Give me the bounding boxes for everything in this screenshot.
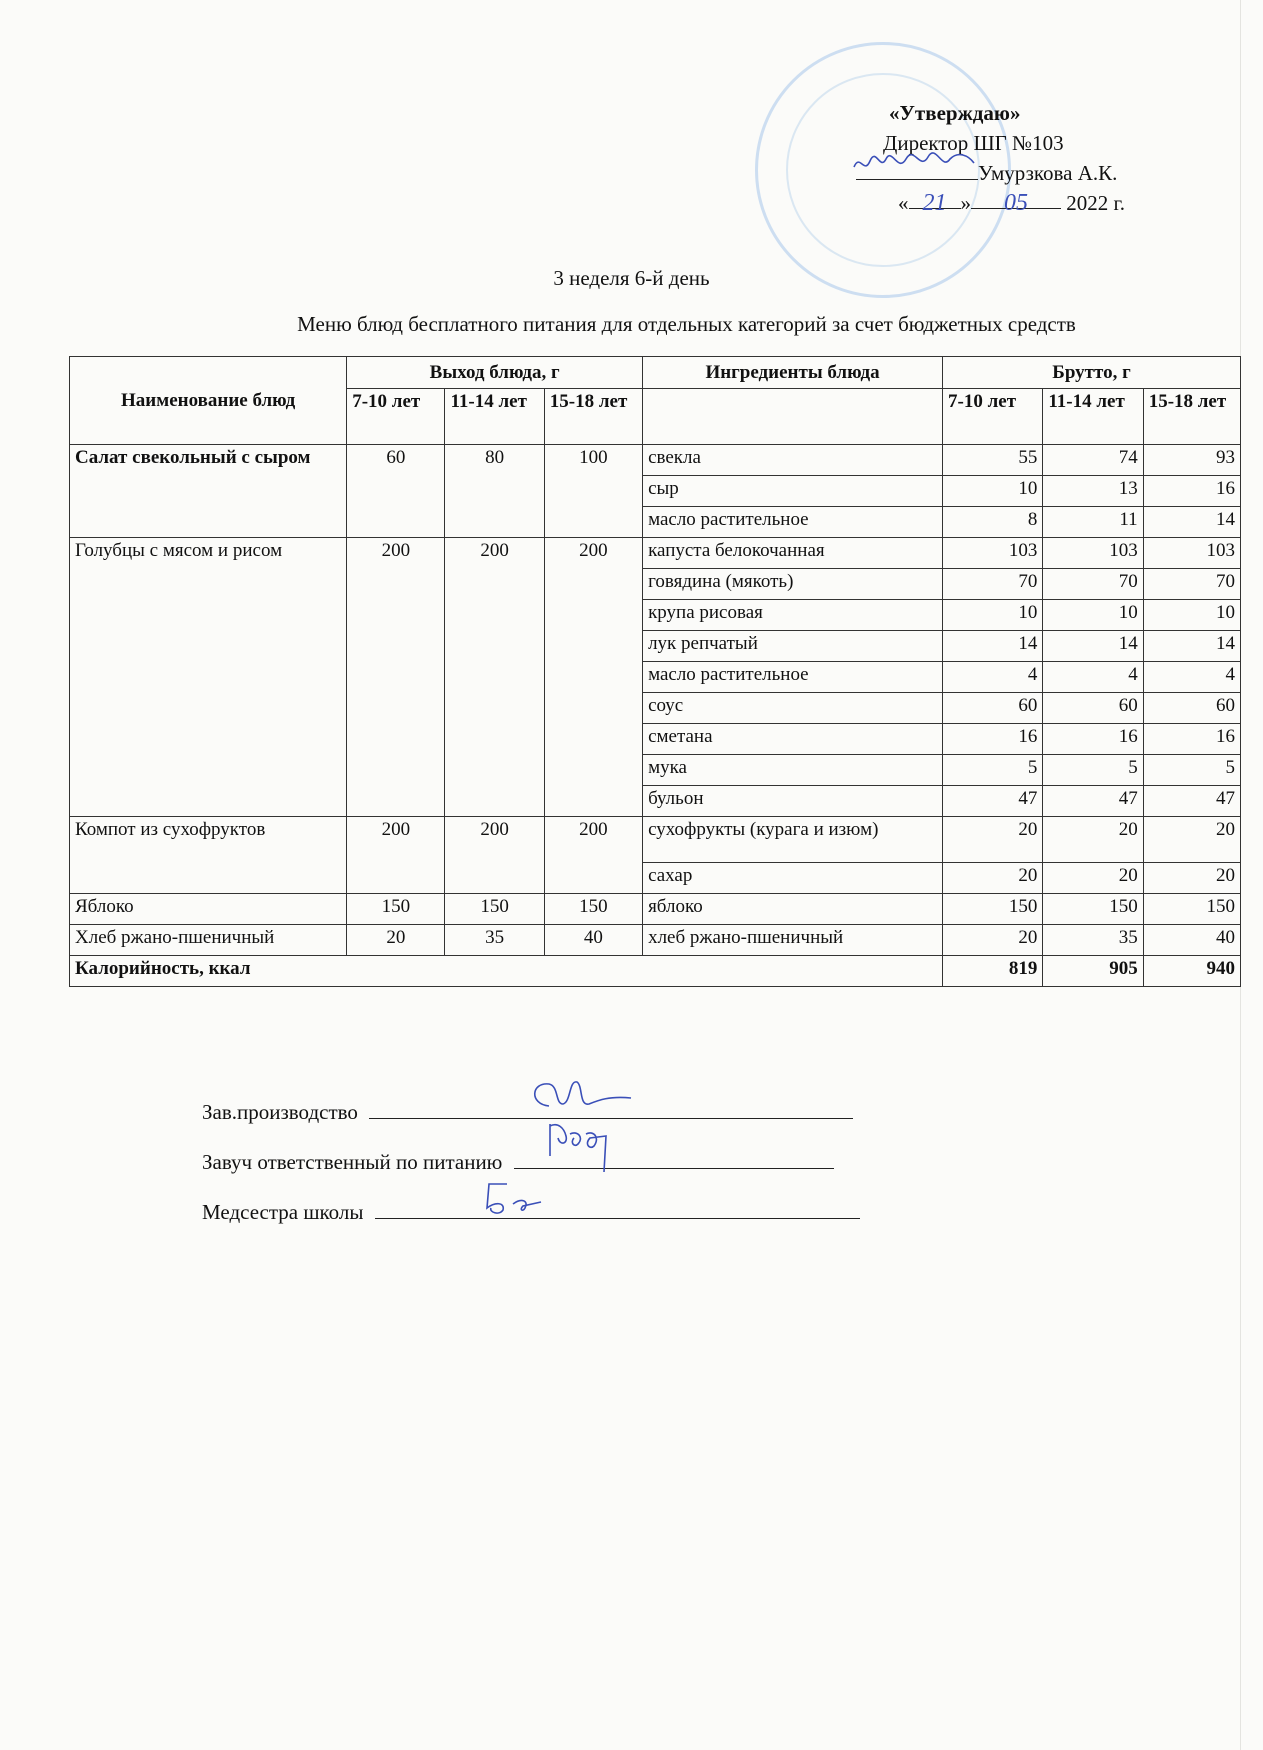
yield-value: 200 — [347, 817, 445, 894]
gross-value: 13 — [1043, 476, 1143, 507]
gross-value: 47 — [943, 786, 1043, 817]
gross-value: 150 — [943, 894, 1043, 925]
yield-value: 20 — [347, 925, 445, 956]
signature-scribble — [483, 1178, 553, 1218]
gross-value: 70 — [1143, 569, 1240, 600]
table-row — [70, 894, 1241, 925]
table-row — [70, 817, 1241, 863]
gross-age-header: 15-18 лет — [1143, 389, 1240, 445]
ingredient-name: соус — [643, 693, 943, 724]
gross-value: 20 — [1043, 863, 1143, 894]
signature-field — [514, 1148, 834, 1169]
gross-value: 4 — [1043, 662, 1143, 693]
ingredient-name: масло растительное — [643, 507, 943, 538]
gross-value: 35 — [1043, 925, 1143, 956]
gross-value: 40 — [1143, 925, 1240, 956]
week-day-title: 3 неделя 6-й день — [553, 266, 710, 290]
yield-age-header: 11-14 лет — [445, 389, 544, 445]
gross-value: 16 — [1143, 724, 1240, 755]
approval-signature-line — [856, 158, 1125, 188]
signature-role: Медсестра школы — [202, 1200, 364, 1224]
gross-value: 4 — [943, 662, 1043, 693]
gross-value: 20 — [1043, 817, 1143, 863]
gross-value: 16 — [1043, 724, 1143, 755]
menu-title: Меню блюд бесплатного питания для отдельных категорий за счет бюджетных средств — [297, 312, 1076, 336]
yield-value: 200 — [544, 538, 642, 817]
dish-header: Наименование блюд — [70, 357, 347, 445]
signature-line-nurse — [202, 1198, 860, 1248]
table-row — [70, 445, 1241, 476]
gross-value: 10 — [1143, 600, 1240, 631]
yield-value: 80 — [445, 445, 544, 538]
approval-heading: «Утверждаю» — [889, 101, 1021, 125]
signature-line-production — [202, 1098, 860, 1148]
yield-value: 200 — [445, 817, 544, 894]
yield-value: 200 — [347, 538, 445, 817]
yield-age-header: 15-18 лет — [544, 389, 642, 445]
dish-name: Салат свекольный с сыром — [70, 445, 347, 538]
gross-value: 74 — [1043, 445, 1143, 476]
director-name: Умурзкова А.К. — [978, 161, 1118, 185]
gross-value: 4 — [1143, 662, 1240, 693]
gross-value: 16 — [943, 724, 1043, 755]
ingredient-name: сахар — [643, 863, 943, 894]
approval-date — [898, 188, 1125, 218]
date-month: 05 — [971, 188, 1061, 209]
date-close-quote: » — [960, 191, 971, 215]
gross-value: 20 — [1143, 817, 1240, 863]
yield-age-header: 7-10 лет — [347, 389, 445, 445]
signature-scribble — [544, 1116, 624, 1176]
ingredient-name: свекла — [643, 445, 943, 476]
gross-value: 103 — [1143, 538, 1240, 569]
ingredients-subheader-empty — [643, 389, 943, 445]
gross-value: 55 — [943, 445, 1043, 476]
gross-value: 8 — [943, 507, 1043, 538]
dish-name: Яблоко — [70, 894, 347, 925]
yield-value: 150 — [445, 894, 544, 925]
gross-value: 5 — [1143, 755, 1240, 786]
gross-value: 20 — [943, 863, 1043, 894]
yield-value: 60 — [347, 445, 445, 538]
calories-value: 905 — [1043, 956, 1143, 987]
ingredient-name: крупа рисовая — [643, 600, 943, 631]
gross-value: 103 — [943, 538, 1043, 569]
gross-value: 10 — [1043, 600, 1143, 631]
ingredient-name: яблоко — [643, 894, 943, 925]
dish-name: Компот из сухофруктов — [70, 817, 347, 894]
gross-value: 60 — [1143, 693, 1240, 724]
dish-name: Голубцы с мясом и рисом — [70, 538, 347, 817]
calories-label: Калорийность, ккал — [70, 956, 943, 987]
gross-value: 70 — [943, 569, 1043, 600]
ingredient-name: сухофрукты (курага и изюм) — [643, 817, 943, 863]
signature-field — [375, 1198, 860, 1219]
approval-block — [883, 98, 1125, 218]
gross-value: 14 — [943, 631, 1043, 662]
gross-age-header: 7-10 лет — [943, 389, 1043, 445]
signatures-block — [202, 1098, 860, 1248]
gross-value: 93 — [1143, 445, 1240, 476]
gross-value: 60 — [943, 693, 1043, 724]
signature-scribble — [519, 1076, 639, 1116]
calories-value: 940 — [1143, 956, 1240, 987]
gross-value: 5 — [943, 755, 1043, 786]
gross-value: 20 — [943, 817, 1043, 863]
yield-value: 150 — [347, 894, 445, 925]
gross-value: 60 — [1043, 693, 1143, 724]
gross-header: Брутто, г — [943, 357, 1241, 389]
ingredient-name: капуста белокочанная — [643, 538, 943, 569]
gross-value: 150 — [1043, 894, 1143, 925]
ingredients-header: Ингредиенты блюда — [643, 357, 943, 389]
header-row — [70, 357, 1241, 389]
gross-value: 14 — [1143, 631, 1240, 662]
gross-value: 20 — [1143, 863, 1240, 894]
gross-value: 70 — [1043, 569, 1143, 600]
yield-header: Выход блюда, г — [347, 357, 643, 389]
gross-value: 10 — [943, 600, 1043, 631]
yield-value: 100 — [544, 445, 642, 538]
gross-value: 16 — [1143, 476, 1240, 507]
ingredient-name: бульон — [643, 786, 943, 817]
gross-value: 47 — [1043, 786, 1143, 817]
director-position: Директор ШГ №103 — [883, 131, 1064, 155]
menu-table — [69, 356, 1241, 987]
gross-value: 11 — [1043, 507, 1143, 538]
ingredient-name: сметана — [643, 724, 943, 755]
signature-role: Завуч ответственный по питанию — [202, 1150, 503, 1174]
yield-value: 200 — [544, 817, 642, 894]
calories-value: 819 — [943, 956, 1043, 987]
yield-value: 40 — [544, 925, 642, 956]
yield-value: 200 — [445, 538, 544, 817]
gross-value: 47 — [1143, 786, 1240, 817]
gross-value: 5 — [1043, 755, 1143, 786]
gross-value: 10 — [943, 476, 1043, 507]
table-row — [70, 538, 1241, 569]
ingredient-name: говядина (мякоть) — [643, 569, 943, 600]
gross-value: 150 — [1143, 894, 1240, 925]
gross-value: 103 — [1043, 538, 1143, 569]
gross-value: 20 — [943, 925, 1043, 956]
yield-value: 150 — [544, 894, 642, 925]
gross-age-header: 11-14 лет — [1043, 389, 1143, 445]
calories-row — [70, 956, 1241, 987]
yield-value: 35 — [445, 925, 544, 956]
date-open-quote: « — [898, 191, 909, 215]
table-row — [70, 925, 1241, 956]
dish-name: Хлеб ржано-пшеничный — [70, 925, 347, 956]
ingredient-name: мука — [643, 755, 943, 786]
date-day: 21 — [909, 188, 961, 209]
director-signature-scribble — [850, 145, 980, 179]
director-signature — [856, 159, 978, 180]
gross-value: 14 — [1043, 631, 1143, 662]
date-year: 2022 г. — [1066, 191, 1125, 215]
ingredient-name: хлеб ржано-пшеничный — [643, 925, 943, 956]
ingredient-name: масло растительное — [643, 662, 943, 693]
ingredient-name: лук репчатый — [643, 631, 943, 662]
gross-value: 14 — [1143, 507, 1240, 538]
ingredient-name: сыр — [643, 476, 943, 507]
signature-role: Зав.производство — [202, 1100, 358, 1124]
